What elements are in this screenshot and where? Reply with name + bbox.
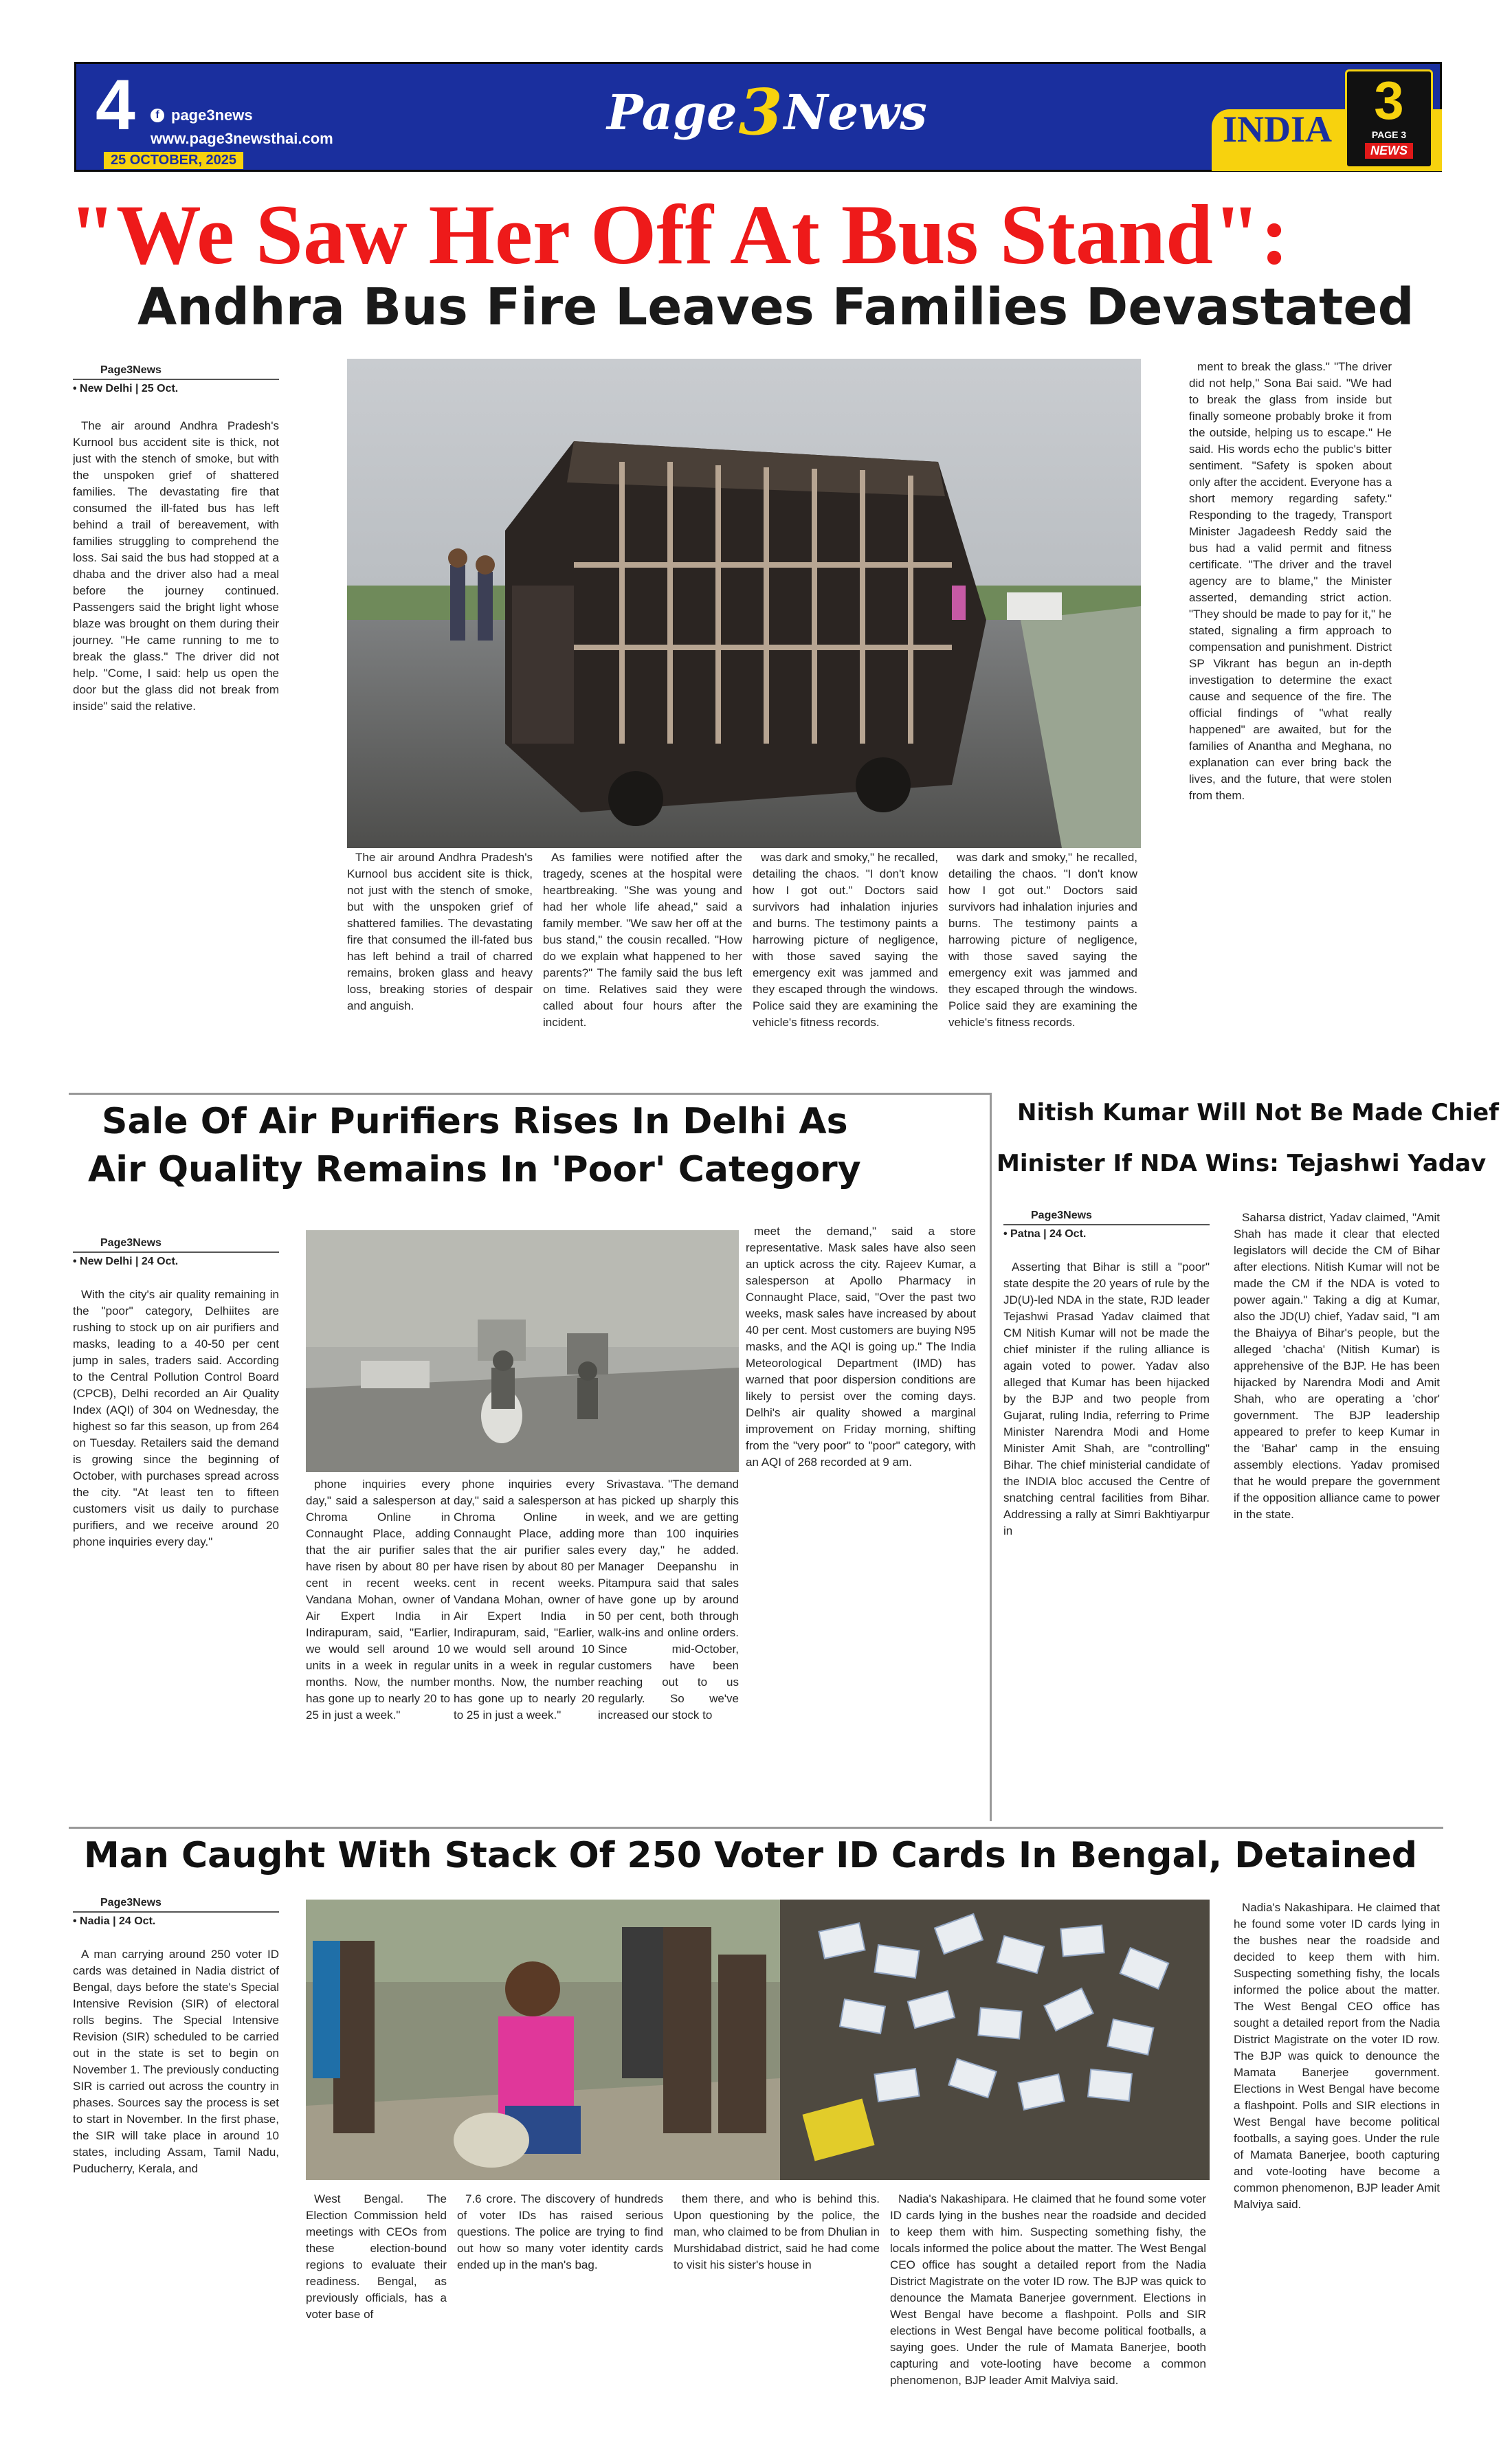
story3-dateline: • Patna | 24 Oct. [1003,1228,1087,1240]
story4-column-3 [457,2191,663,2390]
story4-col1-text: A man carrying around 250 voter ID cards was detained in Nadia district of Bengal, days before the state's Special Intensive Revision (SIR) of electoral rolls begins. The Special Intensive Revision (SIR) scheduled to be carried out in the state is set to begin on November 1. The previously conducting SIR is carried out across the country in phases. Sources say the process is set to start in November. In the first phase, the SIR will take place in around 10 states, including Assam, Tamil Nadu, Puducherry, Kerala, and [73,1948,279,2175]
crowd-man-sitting-photo-icon [306,1900,780,2180]
story4-col2-text: West Bengal. The Election Commission held meetings with CEOs from these election-bound regions to evaluate their readiness. Bengal, as previously officials, has a voter base of [306,2192,447,2321]
story1-col2-text: The air around Andhra Pradesh's Kurnool bus accident site is thick, not just with the stench of smoke, but with the unspoken grief of shattered families. The devastating fire that consumed the ill-fated bus has left behind a trail of charred remains, broken glass and heavy loss, breaking stories of despair and anguish. [347,851,533,1012]
story3-headline-line2: Minister If NDA Wins: Tejashwi Yadav [997,1150,1487,1177]
story2-column-2b [454,1476,594,1820]
section-label: INDIA [1223,109,1333,150]
logo-number: 3 [738,75,783,149]
story1-column-3 [543,849,742,1076]
story4-col4b-text: Nadia's Nakashipara. He claimed that he found some voter ID cards lying in the bushes near the roadside and decided to keep them with him. Suspecting something fishy, the locals informed the police about the matter. The West Bengal CEO office has sought a detailed report from the Nadia District Magistrate on the voter ID row. The BJP was quick to denounce the Mamata Banerjee government. Elections in West Bengal have become a flashpoint. Polls and SIR elections in West Bengal have become political footballs, a saying goes. Under the rule of Mamata Banerjee, booth capturing and vote-looting have become a common phenomenon, BJP leader Amit Malviya said. [890,2192,1206,2387]
story2-dateline: • New Delhi | 24 Oct. [73,1256,179,1267]
story4-col4-text: them there, and who is behind this. Upon questioning by the police, the man, who claimed to be from Dhulian in Murshidabad district, said he had come to visit his sister's house in [674,2192,880,2271]
section-divider [69,1093,990,1095]
facebook-icon: f [151,109,164,122]
story2-column-4 [746,1223,976,1821]
badge-bottom-label: NEWS [1365,143,1413,159]
story4-agency: Page3News [73,1897,279,1913]
story2-col4-text: meet the demand," said a store representative. Mask sales have also seen an uptick across the city. Rajeev Kumar, a salesperson at Apollo Pharmacy in Connaught Place, said, "Over the past two weeks, mask sales have increased by about 40 per cent. Most customers are buying N95 masks, and the AQI is going up." The India Meteorological Department (IMD) has warned that poor dispersion conditions are likely to persist over the coming days. Delhi's air quality showed a marginal improvement on Friday morning, shifting from the "very poor" to "poor" category, with an AQI of 268 recorded at 9 am. [746,1225,976,1469]
story2-column-1 [73,1287,279,1816]
story4-byline [73,1897,279,1928]
story1-col4-text: was dark and smoky," he recalled, detailing the chaos. "I don't know how I got out." Doctors said survivors had inhalation injuries and burns. The testimony paints a harrowing picture of negligence, with those saved saying the emergency exit was jammed and they escaped through the windows. Police said they are examining the vehicle's fitness records. [753,851,938,1029]
story1-column-4 [753,849,938,1076]
story2-column-2 [306,1476,450,1820]
badge-number: 3 [1374,70,1404,131]
story1-column-1 [73,418,279,1105]
story4-column-2 [306,2191,447,2390]
website-url: www.page3newsthai.com [151,130,333,147]
story1-byline [73,364,279,395]
story1-column-4b [948,849,1137,1076]
story1-col1-text: The air around Andhra Pradesh's Kurnool bus accident site is thick, not just with the stench of smoke, but with the unspoken grief of shattered families. The devastating fire that consumed the ill-fated bus has left behind a trail of bereavement, with families struggling to comprehend the loss. Sai said the bus had stopped at a dhaba and the driver also had a meal before the journey continued. Passengers said the bright light whose blaze was brought on them during their journey. "He came running to me to break the glass." The driver did not help. "Come, I said: help us open the door but the glass did not break from inside" said the relative. [73,419,279,713]
story2-headline-line1: Sale Of Air Purifiers Rises In Delhi As [102,1101,848,1142]
column-divider [990,1093,992,1821]
badge-top-label: PAGE 3 [1371,129,1407,140]
story3-agency: Page3News [1003,1210,1210,1225]
newspaper-logo [607,75,927,149]
masthead-bar [74,62,1442,172]
lead-headline: "We Saw Her Off At Bus Stand": [69,188,1289,282]
story4-column-4b [890,2191,1206,2390]
story4-col3-text: 7.6 crore. The discovery of hundreds of voter IDs has raised serious questions. The police are trying to find out how so many voter identity cards ended up in the man's bag. [457,2192,663,2271]
smog-traffic-photo-icon [306,1230,739,1472]
section-divider-2 [69,1827,1443,1829]
story3-byline [1003,1210,1210,1240]
story2-headline-line2: Air Quality Remains In 'Poor' Category [88,1149,861,1190]
issue-date: 25 OCTOBER, 2025 [104,152,243,169]
story1-dateline: • New Delhi | 25 Oct. [73,383,179,394]
burnt-bus-photo-icon [347,359,1141,848]
story2-col2-text: phone inquiries every day," said a salesperson at Chroma Online in Connaught Place, adding that the air purifier sales have risen by about 80 per cent in recent weeks. Vandana Mohan, owner of Air Expert India in Indirapuram, said, "Earlier, we would sell around 10 units in a week in regular months. Now, the number has gone up to nearly 20 to 25 in just a week." [306,1478,450,1722]
story1-col3-text: As families were notified after the tragedy, scenes at the hospital were heartbreaking. "She was young and had her whole life ahead," said a family member. "We saw her off at the bus stand," the cousin recalled. "How do we explain what happened to her parents?" The family said the bus left on time. Relatives said they were called about four hours after the incident. [543,851,742,1029]
story2-agency: Page3News [73,1237,279,1253]
story4-column-1 [73,1946,279,2386]
voter-id-cards-pile-photo-icon [780,1900,1210,2180]
story3-col2-text: Saharsa district, Yadav claimed, "Amit Shah has made it clear that elected legislators will decide the CM of Bihar after elections. Nitish Kumar will not be made the CM if the NDA is voted to power again." Taking a dig at Kumar, also the JD(U) chief, Yadav said, "I am the Bhaiyya of Bihar's people, but the alleged 'chacha' (Nitish Kumar) is apprehensive of the BJP. He has been hijacked by Narendra Modi and Amit Shah, who are operating a 'chor' government. The BJP leadership appeared to prefer to keep Kumar in the 'Bahar' camp in the ensuing assembly elections. Yadav promised that he would prepare the government if the opposition alliance came to power in the state. [1234,1211,1440,1521]
social-handle: page3news [171,107,253,124]
story4-col5-text: Nadia's Nakashipara. He claimed that he found some voter ID cards lying in the bushes near the roadside and decided to keep them with him. Suspecting something fishy, the locals informed the police about the matter. The West Bengal CEO office has sought a detailed report from the Nadia District Magistrate on the voter ID row. The BJP was quick to denounce the Mamata Banerjee government. Elections in West Bengal have become a flashpoint. Polls and SIR elections in West Bengal have become political footballs, a saying goes. Under the rule of Mamata Banerjee, booth capturing and vote-looting have become a common phenomenon, BJP leader Amit Malviya said. [1234,1901,1440,2211]
story1-agency: Page3News [73,364,279,380]
story2-byline [73,1237,279,1268]
story1-column-5 [1189,359,1392,1080]
story4-dateline: • Nadia | 24 Oct. [73,1915,156,1927]
story2-column-3 [598,1476,739,1820]
lead-subheadline: Andhra Bus Fire Leaves Families Devastated [137,278,1414,337]
story4-column-4 [674,2191,880,2390]
logo-left: Page [607,83,737,141]
story3-headline-line1: Nitish Kumar Will Not Be Made Chief [1017,1099,1499,1126]
story3-column-1 [1003,1259,1210,1820]
story2-col1-text: With the city's air quality remaining in the "poor" category, Delhiites are rushing to stock up on air purifiers and masks, leading to a 40-50 per cent jump in sales, traders said. According to the Central Pollution Control Board (CPCB), Delhi recorded an Air Quality Index (AQI) of 304 on Wednesday, the highest so far this season, up from 264 on Tuesday. Retailers said the demand is growing since the beginning of October, with purchases spread across the city. "At least ten to fifteen customers visit us daily to purchase purifiers, and we receive around 20 phone inquiries every day." [73,1288,279,1548]
story1-col4b-text: was dark and smoky," he recalled, detailing the chaos. "I don't know how I got out." Doctors said survivors had inhalation injuries and burns. The testimony paints a harrowing picture of negligence, with those saved saying the emergency exit was jammed and they escaped through the windows. Police said they are examining the vehicle's fitness records. [948,851,1137,1029]
story1-col5-text: ment to break the glass." "The driver did not help," Sona Bai said. "We had to break the glass from inside but finally someone probably broke it from the outside, helping us to escape." He said. His words echo the public's bitter sentiment. "Safety is spoken about only after the accident. Everyone has a short memory regarding safety." Responding to the tragedy, Transport Minister Jagadeesh Reddy said the bus had a valid permit and fitness certificate. "The driver and the travel agency are to blame," the Minister asserted, demanding strict action. "They should be made to pay for it," he stated, signaling a firm approach to compensation and punishment. District SP Vikrant has begun an in-depth investigation to determine the exact cause and sequence of the fire. The official findings of "what really happened" are awaited, but for the families of Anantha and Meghana, no explanation can ever bring back the lives, and the future, that were stolen from them. [1189,360,1392,802]
page3-badge-icon [1345,69,1433,168]
page-number: 4 [96,65,135,145]
logo-right: News [783,83,927,141]
story3-col1-text: Asserting that Bihar is still a "poor" state despite the 20 years of rule by the JD(U)-led NDA in the state, RJD leader Tejashwi Prasad Yadav claimed that CM Nitish Kumar will not be made the chief minister if the ruling alliance is again voted to power. Yadav also alleged that Kumar has been hijacked by the BJP and two people from Gujarat, ruling India, referring to Prime Minister Narendra Modi and Home Minister Amit Shah, are "controlling" Bihar. The chief ministerial candidate of the INDIA bloc accused the Centre of snatching central facilities from Bihar. Addressing a rally at Simri Bakhtiyarpur in [1003,1260,1210,1537]
story2-col2b-text: phone inquiries every day," said a salesperson at Chroma Online in Connaught Place, adding that the air purifier sales have risen by about 80 per cent in recent weeks. Vandana Mohan, owner of Air Expert India in Indirapuram, said, "Earlier, we would sell around 10 units in a week in regular months. Now, the number has gone up to nearly 20 to 25 in just a week." [454,1478,594,1722]
social-handle-row [151,107,253,124]
story4-column-5 [1234,1900,1440,2436]
story4-headline: Man Caught With Stack Of 250 Voter ID Cards In Bengal, Detained [84,1835,1417,1876]
story3-column-2 [1234,1210,1440,1820]
story2-col3-text: Srivastava. "The demand has picked up sharply this week, and we are getting more than 100 inquiries every day," he added. Manager Deepanshu in Pitampura said that sales have gone up by around 50 per cent, both through walk-ins and online orders. Since mid-October, customers have been reaching out to us regularly. So we've increased our stock to [598,1478,739,1722]
